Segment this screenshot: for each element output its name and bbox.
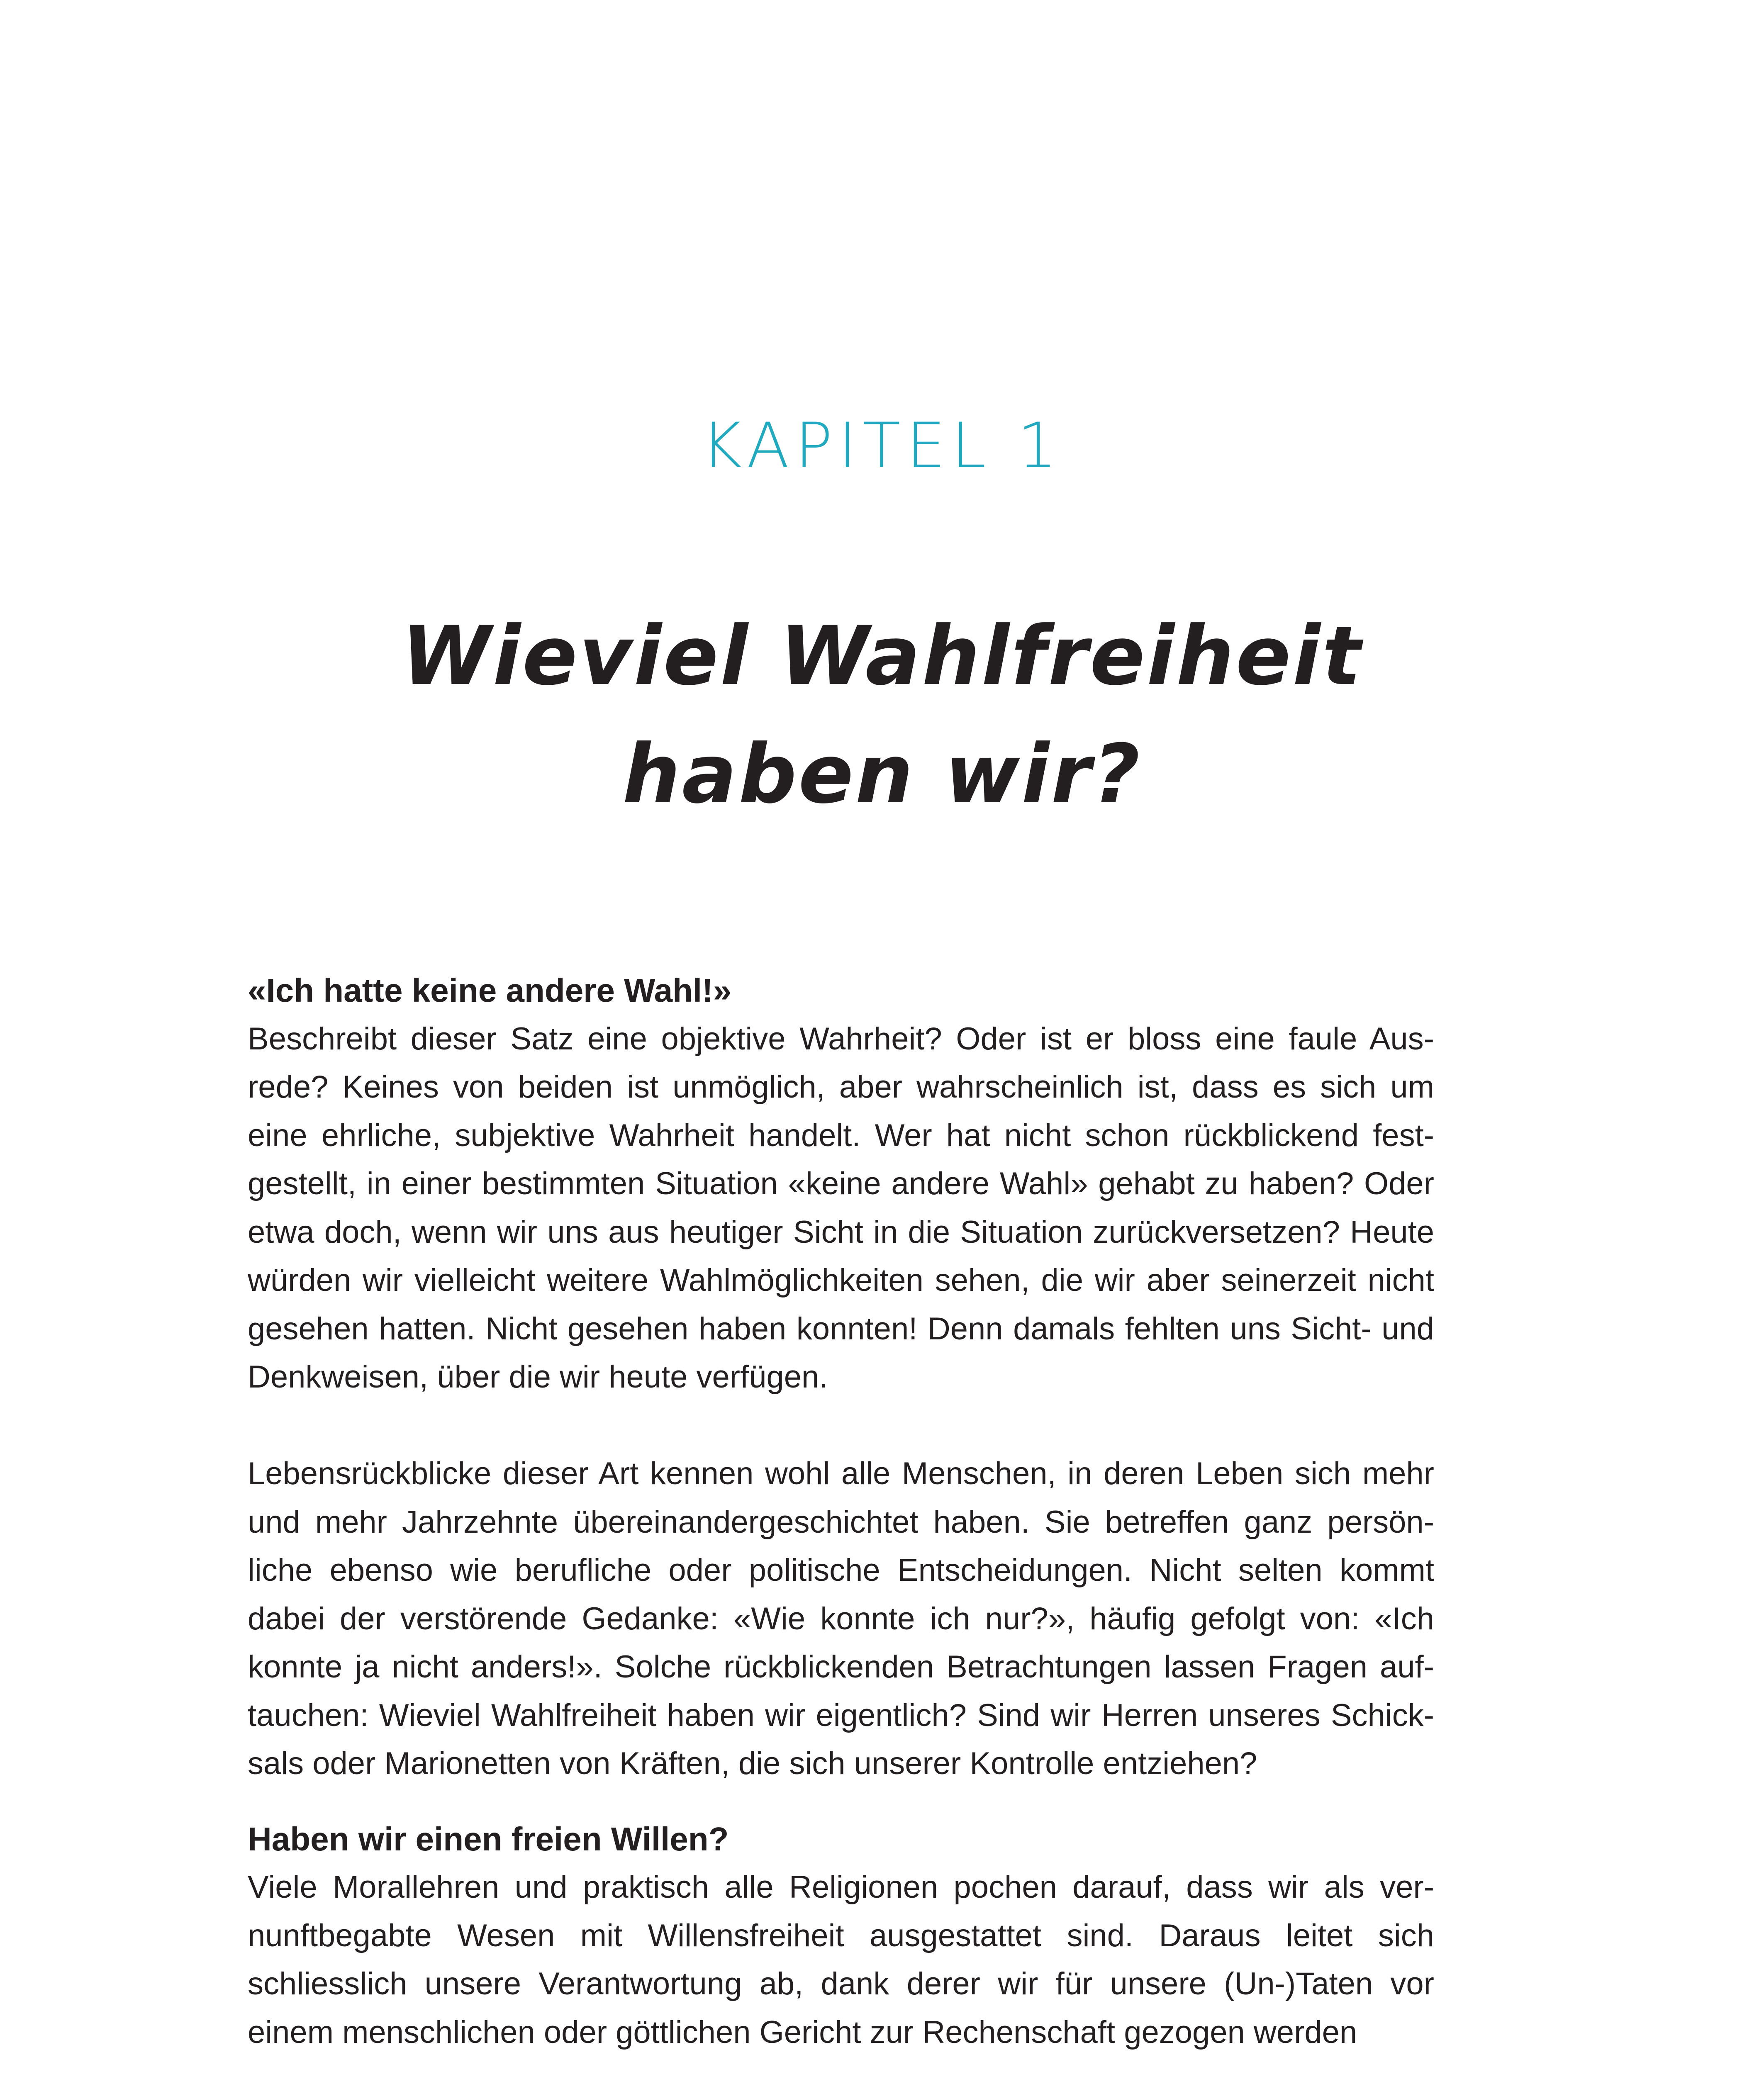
body-text — [248, 966, 1434, 2057]
section-spacer — [248, 1788, 1434, 1815]
chapter-label: KAPITEL 1 — [701, 410, 1063, 482]
chapter-title — [0, 597, 1764, 834]
chapter-title-line-1: Wieviel Wahlfreiheit — [401, 609, 1363, 704]
paragraph-1: Beschreibt dieser Satz eine objektive Wahrheit? Oder ist er bloss eine faule Ausrede? Keines von beiden ist unmöglich, aber wahrscheinlich ist, dass es sich um eine ehrliche, subjektive Wahrheit handelt. Wer hat nicht schon rückblickend festgestellt, in einer bestimmten Situation «keine andere Wahl» gehabt zu haben? Oder etwa doch, wenn wir uns aus heutiger Sicht in die Situation zurückversetzen? Heute würden wir vielleicht weitere Wahlmöglichkeiten sehen, die wir aber seinerzeit nicht gesehen hatten. Nicht gesehen haben konnten! Denn damals fehlten uns Sicht- und Denkweisen, über die wir heute verfügen. — [248, 1021, 1434, 1395]
chapter-title-line-2: haben wir? — [622, 727, 1142, 822]
paragraph-3: Viele Morallehren und praktisch alle Religionen pochen darauf, dass wir als vernunftbegabte Wesen mit Willensfreiheit ausgestattet sind. Daraus leitet sich schliesslich unsere Verantwortung ab, dank derer wir für unsere (Un-)Taten vor einem menschlichen oder göttlichen Gericht zur Rechenschaft gezogen werden — [248, 1870, 1434, 2050]
section-heading-2: Haben wir einen freien Willen? — [248, 1820, 729, 1857]
paragraph-2: Lebensrückblicke dieser Art kennen wohl alle Menschen, in deren Leben sich mehr und mehr Jahrzehnte übereinandergeschichtet haben. Sie betreffen ganz persönliche ebenso wie berufliche oder politische Entscheidungen. Nicht selten kommt dabei der verstörende Gedanke: «Wie konnte ich nur?», häufig gefolgt von: «Ich konnte ja nicht anders!». Solche rückblickenden Betrachtungen lassen Fragen auftauchen: Wieviel Wahlfreiheit haben wir eigentlich? Sind wir Herren unseres Schicksals oder Marionetten von Kräften, die sich unserer Kontrolle entziehen? — [248, 1456, 1434, 1781]
section-heading-1: «Ich hatte keine andere Wahl!» — [248, 972, 732, 1009]
paragraph-spacer — [248, 1402, 1434, 1450]
